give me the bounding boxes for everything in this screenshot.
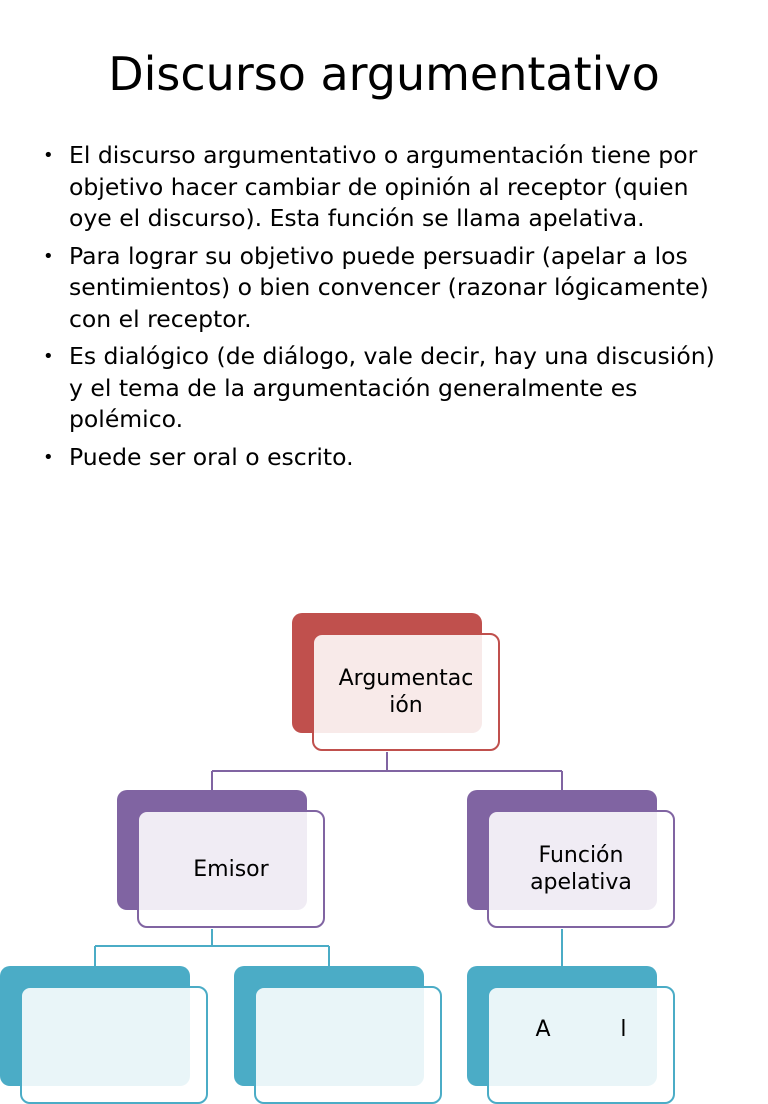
node-label: [524, 842, 638, 896]
bullet-marker: •: [43, 446, 54, 468]
node-label: Emisor: [193, 856, 269, 882]
node-label-line: Función: [538, 843, 624, 868]
bullet-text: Puede ser oral o escrito.: [69, 442, 354, 471]
node-label-line: ión: [389, 693, 423, 718]
node-box: [487, 810, 675, 928]
bullet-marker: •: [43, 346, 54, 367]
bullet-text: Es dialógico (de diálogo, vale decir, hay una discusión) y el tema de la argumentación generalmente es polémico.: [69, 342, 715, 433]
bullet-text: El discurso argumentativo o argumentación tiene por objetivo hacer cambiar de opinión al receptor (quien oye el discurso). Esta función se llama apelativa.: [69, 141, 698, 232]
node-box: [487, 986, 675, 1104]
node-label: A l: [535, 1017, 627, 1042]
node-box: [254, 986, 442, 1104]
node-box: [137, 810, 325, 928]
leaf-connectors: [95, 929, 562, 966]
node-box: [312, 633, 500, 751]
bullet-text: Para lograr su objetivo puede persuadir (apelar a los sentimientos) o bien convencer (razonar lógicamente) con el receptor.: [69, 241, 709, 333]
node-box: [20, 986, 208, 1104]
bullet-marker: •: [43, 145, 54, 166]
node-label-line: apelativa: [530, 870, 632, 895]
bullet-marker: •: [43, 245, 54, 267]
node-label-line: Argumentac: [338, 666, 474, 691]
root-connectors: [212, 752, 562, 790]
slide-title: Discurso argumentativo: [108, 47, 660, 101]
node-label: [333, 665, 480, 719]
